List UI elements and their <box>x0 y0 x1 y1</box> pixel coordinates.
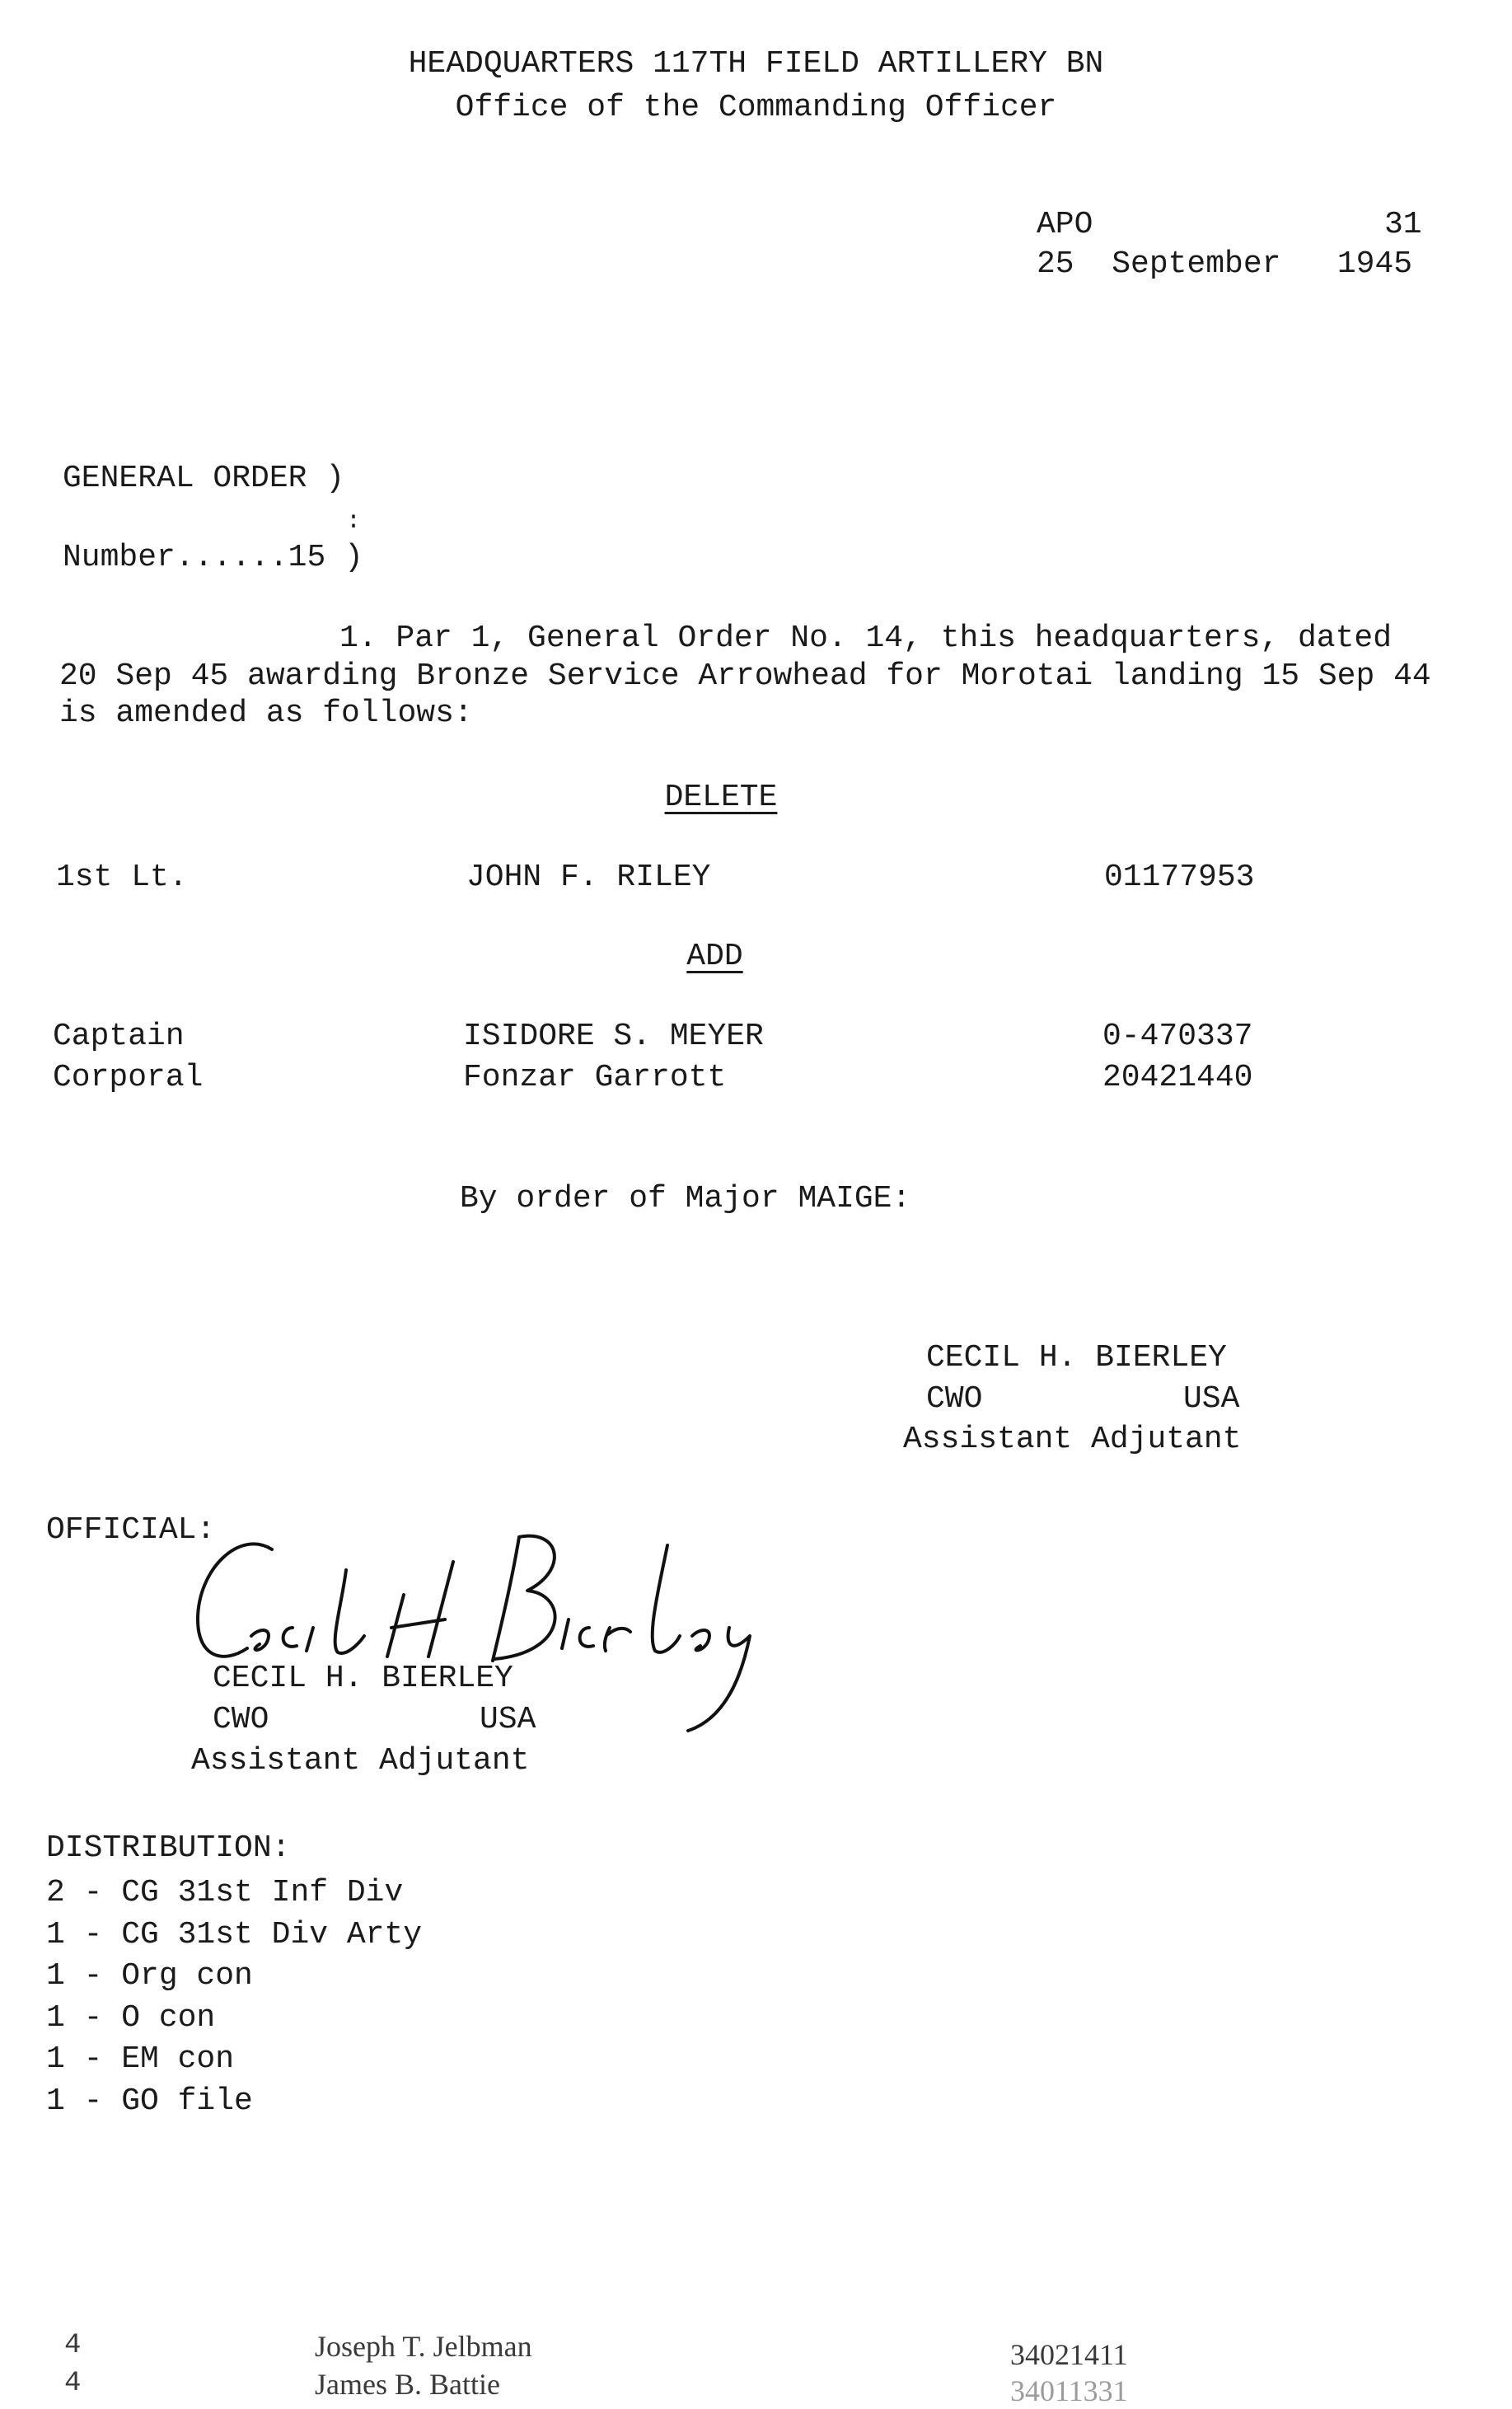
add-name-2: Fonzar Garrott <box>463 1060 727 1095</box>
official-rank: CWO <box>213 1702 269 1737</box>
delete-rank: 1st Lt. <box>56 860 188 895</box>
add-heading: ADD <box>686 939 743 974</box>
official-name: CECIL H. BIERLEY <box>213 1661 513 1696</box>
bleed-row-name-1: Joseph T. Jelbman <box>315 2330 532 2363</box>
distribution-label: DISTRIBUTION: <box>46 1830 291 1866</box>
distribution-list <box>46 1872 422 2122</box>
header-unit: HEADQUARTERS 117TH FIELD ARTILLERY BN <box>408 46 1104 82</box>
signer-title: Assistant Adjutant <box>903 1422 1242 1457</box>
official-branch: USA <box>480 1702 536 1737</box>
header-office: Office of the Commanding Officer <box>455 90 1057 125</box>
paragraph-1 <box>59 620 1444 733</box>
apo-number: 31 <box>1384 207 1422 242</box>
order-date: 25 September 1945 <box>1037 246 1413 282</box>
distribution-item: 1 - EM con <box>46 2041 235 2078</box>
add-serial-2: 20421440 <box>1102 1060 1253 1095</box>
signer-rank: CWO <box>926 1381 983 1417</box>
distribution-item: 1 - GO file <box>46 2083 253 2119</box>
order-title: GENERAL ORDER ) <box>63 461 345 496</box>
by-order-line: By order of Major MAIGE: <box>460 1181 911 1216</box>
delete-name: JOHN F. RILEY <box>466 860 711 895</box>
order-number: Number......15 ) <box>63 540 363 575</box>
bleed-row-serial-2: 34011331 <box>1010 2374 1128 2407</box>
add-serial-1: 0-470337 <box>1102 1019 1253 1054</box>
apo-label: APO <box>1037 207 1093 242</box>
bleed-row-num-1: 4 <box>64 2330 82 2361</box>
bleed-row-serial-1: 34021411 <box>1010 2338 1128 2371</box>
official-title: Assistant Adjutant <box>191 1743 530 1779</box>
distribution-item: 1 - CG 31st Div Arty <box>46 1916 423 1952</box>
official-label: OFFICIAL: <box>46 1512 216 1548</box>
delete-heading: DELETE <box>664 780 778 815</box>
add-rank-2: Corporal <box>53 1060 204 1095</box>
delete-serial: 01177953 <box>1104 860 1255 895</box>
distribution-item: 1 - O con <box>46 1999 216 2036</box>
bleed-row-name-2: James B. Battie <box>315 2368 500 2401</box>
signer-name: CECIL H. BIERLEY <box>926 1340 1227 1376</box>
distribution-item: 2 - CG 31st Inf Div <box>46 1875 404 1910</box>
add-rank-1: Captain <box>53 1019 185 1054</box>
paragraph-1-text: 1. Par 1, General Order No. 14, this headquarters, dated 20 Sep 45 awarding Bronze Service Arrowhead for Morotai landing 15 Sep 44 is amended as follows: <box>59 621 1431 732</box>
signer-branch: USA <box>1183 1381 1240 1417</box>
bleed-row-num-2: 4 <box>64 2368 82 2399</box>
order-colon: : <box>346 508 362 536</box>
distribution-item: 1 - Org con <box>46 1958 253 1994</box>
add-name-1: ISIDORE S. MEYER <box>463 1019 764 1054</box>
